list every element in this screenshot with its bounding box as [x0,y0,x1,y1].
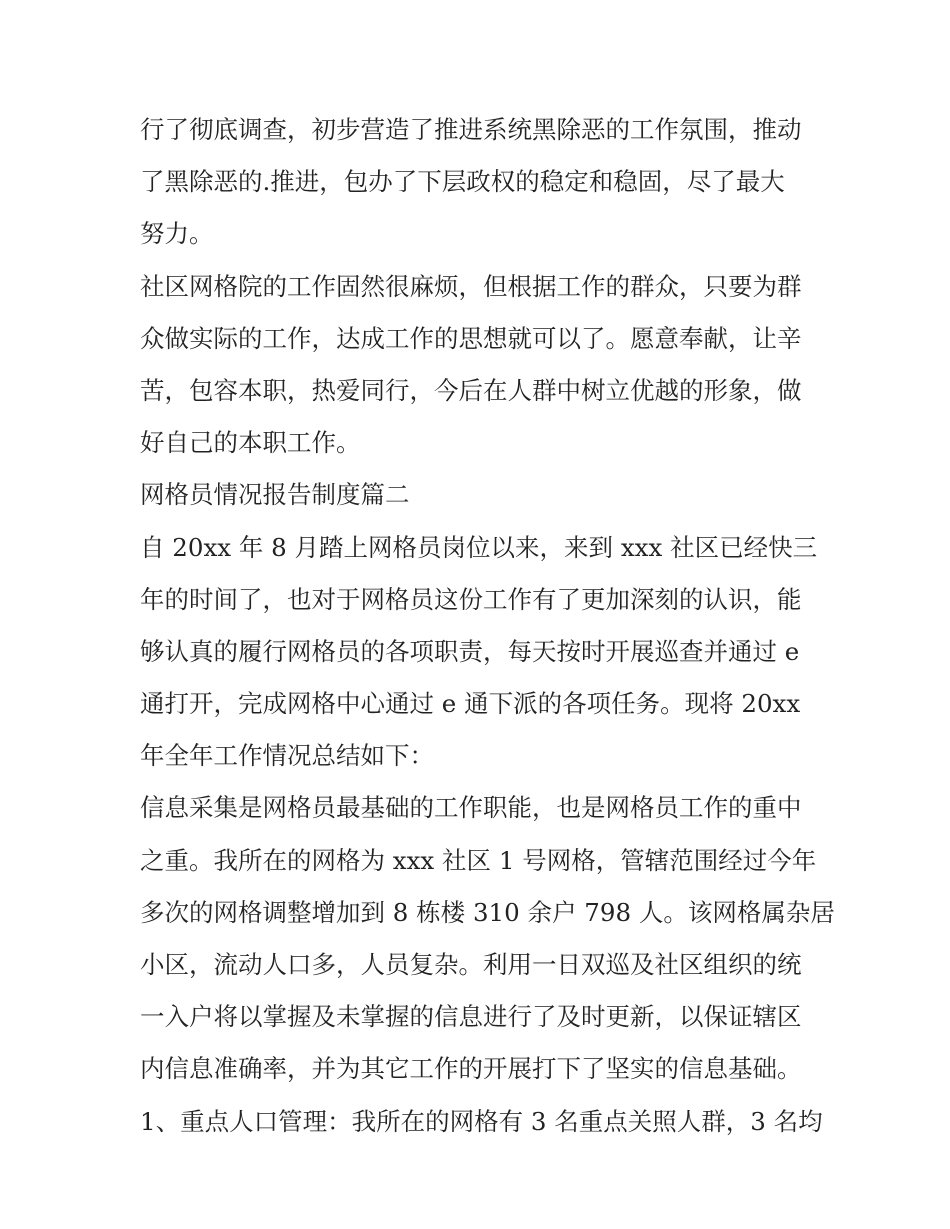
text-line: 年的时间了，也对于网格员这份工作有了更加深刻的认识，能 [140,584,802,614]
text-line: 小区，流动人口多，人员复杂。利用一日双巡及社区组织的统 [140,950,802,979]
text-line: 社区网格院的工作固然很麻烦，但根据工作的群众，只要为群 [140,271,802,301]
text-line: 好自己的本职工作。 [140,428,361,458]
text-line: 1、重点人口管理：我所在的网格有 3 名重点关照人群，3 名均 [140,1106,823,1136]
text-line: 努力。 [140,219,214,249]
text-line: 之重。我所在的网格为 xxx 社区 1 号网格，管辖范围经过今年 [140,845,817,875]
section-heading: 网格员情况报告制度篇二 [140,480,410,510]
text-line: 通打开，完成网格中心通过 e 通下派的各项任务。现将 20xx [140,689,801,719]
text-line: 一入户将以掌握及未掌握的信息进行了及时更新，以保证辖区 [140,1002,802,1032]
text-line: 了黑除恶的.推进，包办了下层政权的稳定和稳固，尽了最大 [140,167,785,197]
text-line: 自 20xx 年 8 月踏上网格员岗位以来，来到 xxx 社区已经快三 [140,532,818,562]
text-line: 多次的网格调整增加到 8 栋楼 310 余户 798 人。该网格属杂居 [140,897,835,927]
text-line: 年全年工作情况总结如下： [140,741,434,771]
text-line: 内信息准确率，并为其它工作的开展打下了坚实的信息基础。 [140,1054,802,1084]
text-line: 行了彻底调查，初步营造了推进系统黑除恶的工作氛围，推动 [140,115,802,144]
text-line: 苦，包容本职，热爱同行，今后在人群中树立优越的形象，做 [140,375,802,405]
text-line: 众做实际的工作，达成工作的思想就可以了。愿意奉献，让辛 [140,323,802,353]
document-body [140,104,835,1148]
text-line: 信息采集是网格员最基础的工作职能，也是网格员工作的重中 [140,793,802,823]
text-line: 够认真的履行网格员的各项职责，每天按时开展巡查并通过 e [140,636,800,666]
